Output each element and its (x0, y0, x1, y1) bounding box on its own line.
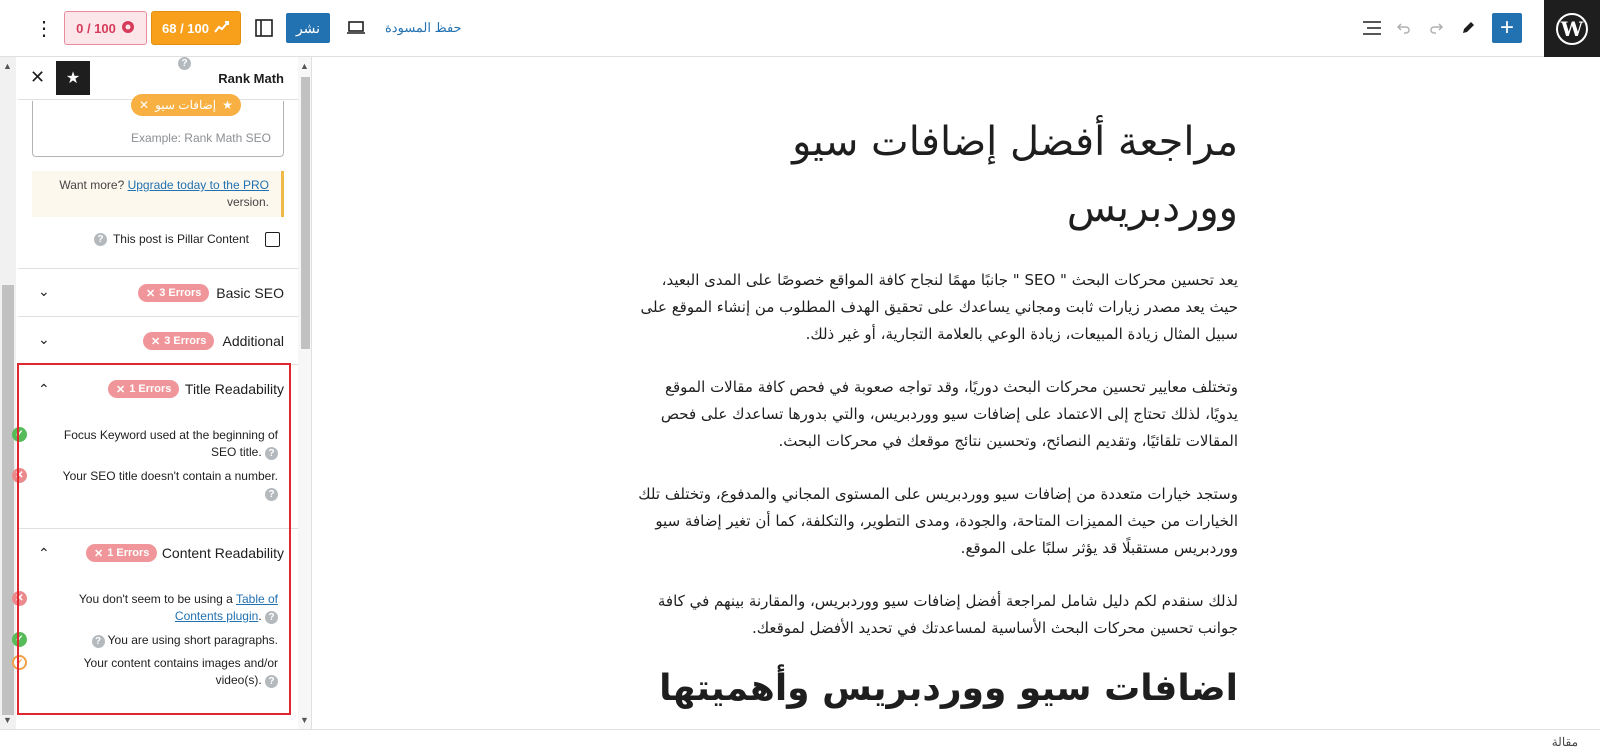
highlight-box (17, 363, 291, 715)
scroll-down-arrow-icon[interactable]: ▼ (3, 715, 12, 725)
error-x-icon: ✕ (151, 335, 161, 348)
error-count: 1 Errors (129, 383, 172, 395)
outer-scrollbar-thumb[interactable] (2, 285, 14, 715)
svg-text:W: W (1560, 16, 1584, 41)
breadcrumb-post-type[interactable]: مقالة (1551, 735, 1578, 749)
undo-icon[interactable] (1390, 14, 1418, 42)
editor-canvas (312, 57, 1600, 729)
check-text: Focus Keyword used at the beginning of SEO title. (63, 428, 278, 459)
content-ai-score-label: 0 / 100 (76, 20, 116, 36)
chevron-up-icon[interactable]: ⌃ (38, 545, 50, 561)
check-fail-icon: ✕ (12, 591, 27, 606)
settings-sidebar-icon[interactable] (250, 14, 278, 42)
help-icon[interactable]: ? (265, 675, 278, 688)
paragraph-block[interactable]: وستجد خيارات متعددة من إضافات سيو ووردبريس على المستوى المجاني والمدفوع، وتختلف تلك الخيارات من حيث المميزات المتاحة، والجودة، ومدى التطوير، والتكلفة، كما أن تغير إضافة سيو ووردبريس مستقبلًا قد يؤثر سلبًا على الموقع. (638, 485, 1238, 557)
check-pass-icon: ✓ (12, 632, 27, 647)
document-overview-icon[interactable] (1358, 14, 1386, 42)
add-block-button[interactable]: + (1492, 13, 1522, 43)
help-icon[interactable]: ? (178, 57, 191, 70)
check-pass-icon: ✓ (12, 427, 27, 442)
close-icon[interactable]: ✕ (30, 67, 46, 87)
section-header[interactable] (18, 269, 298, 317)
redo-icon[interactable] (1422, 14, 1450, 42)
error-count-badge (138, 284, 209, 302)
keyword-tag[interactable] (131, 94, 241, 116)
notice-suffix: version. (226, 195, 269, 209)
remove-tag-icon[interactable]: ✕ (139, 98, 150, 112)
status-bar (0, 729, 1600, 752)
save-draft-button[interactable]: حفظ المسودة (385, 20, 462, 35)
error-count-badge (143, 332, 214, 350)
check-text: Your content contains images and/or video(s). (83, 656, 278, 687)
error-count: 1 Errors (107, 547, 150, 559)
paragraph-block[interactable]: وتختلف معايير تحسين محركات البحث دوريًا، وقد تواجه صعوبة في فحص كافة مقالات الموقع يدويًا، لذلك تحتاج إلى الاعتماد على إضافات سيو ووردبريس، والتي بدورها تساعدك على فحص المقالات تلقائيًا، وتقديم النصائح، وتحسين نتائج موقعك في محركات البحث. (660, 378, 1238, 450)
content-ai-score-button[interactable] (64, 11, 147, 45)
error-x-icon: ✕ (146, 287, 156, 300)
editor-header (0, 0, 1600, 57)
check-text-prefix: You don't seem to be using a (78, 592, 236, 606)
heading-block[interactable]: اضافات سيو ووردبريس وأهميتها (659, 668, 1238, 709)
pillar-content-option (32, 229, 284, 249)
help-icon[interactable]: ? (265, 611, 278, 624)
check-text-suffix: . (258, 609, 262, 623)
help-icon[interactable]: ? (92, 635, 105, 648)
star-icon: ★ (222, 98, 233, 112)
paragraph-block[interactable]: لذلك سنقدم لكم دليل شامل لمراجعة أفضل إضافات سيو ووردبريس، والمقارنة بينهم في كافة جوانب تحسين محركات البحث الأساسية لمساعدتك في تحديد الأفضل لموقعك. (657, 592, 1238, 637)
section-title: Basic SEO (216, 285, 284, 301)
inner-scrollbar-thumb[interactable] (301, 77, 310, 349)
check-text: You are using short paragraphs. (107, 633, 278, 647)
section-title: Content Readability (161, 545, 284, 561)
section-header[interactable] (18, 317, 298, 365)
content-ai-icon (121, 20, 135, 37)
post-content (638, 101, 1238, 714)
help-icon[interactable]: ? (265, 488, 278, 501)
inner-scroll-up-arrow-icon[interactable]: ▲ (300, 61, 309, 71)
inner-scroll-down-arrow-icon[interactable]: ▼ (300, 715, 309, 725)
check-text: Your SEO title doesn't contain a number. (62, 469, 278, 483)
error-x-icon: ✕ (94, 547, 104, 560)
upgrade-link[interactable]: Upgrade today to the PRO (127, 178, 269, 192)
chevron-down-icon[interactable]: ⌄ (38, 331, 50, 347)
section-title: Title Readability (184, 381, 284, 397)
publish-button[interactable]: نشر (286, 13, 330, 43)
toc-plugin-link[interactable]: Table of Contents plugin (174, 592, 278, 623)
section-title: Additional (222, 333, 284, 349)
scroll-up-arrow-icon[interactable]: ▲ (3, 61, 12, 71)
check-fail-icon: ✕ (12, 468, 27, 483)
paragraph-block[interactable]: يعد تحسين محركات البحث " SEO " جانبًا مهمًا لنجاح كافة المواقع خصوصًا على المدى البعيد، حيث يعد مصدر زيارات ثابت ومجاني يساعدك على تحقيق الهدف المطلوب من إنشاء الموقع على سبيل المثال زيادة المبيعات، زيادة الوعي بالعلامة التجارية، أو غير ذلك. (640, 271, 1238, 343)
error-count: 3 Errors (164, 335, 207, 347)
section-basic-seo[interactable] (18, 268, 298, 316)
more-options-icon[interactable]: ⋮ (34, 17, 54, 40)
rank-math-seo-score-button[interactable] (151, 11, 241, 45)
help-icon[interactable]: ? (265, 447, 278, 460)
error-x-icon: ✕ (116, 383, 126, 396)
pillar-checkbox[interactable] (265, 232, 280, 247)
pencil-tools-icon[interactable] (1454, 14, 1482, 42)
preview-icon[interactable] (342, 14, 370, 42)
seo-score-label: 68 / 100 (162, 20, 209, 36)
upgrade-notice (32, 171, 284, 217)
keyword-placeholder: Example: Rank Math SEO (130, 131, 271, 145)
help-icon[interactable]: ? (94, 233, 107, 246)
error-count: 3 Errors (159, 287, 202, 299)
chevron-down-icon[interactable]: ⌄ (38, 283, 50, 299)
rank-math-icon (214, 21, 230, 36)
pillar-label: This post is Pillar Content (112, 232, 249, 246)
wordpress-logo-icon[interactable] (1544, 0, 1600, 57)
rank-math-sidebar (0, 57, 312, 729)
post-title[interactable]: مراجعة أفضل إضافات سيو ووردبريس (792, 119, 1238, 231)
section-additional[interactable] (18, 316, 298, 364)
chevron-up-icon[interactable]: ⌃ (38, 381, 50, 397)
star-icon[interactable]: ★ (56, 61, 90, 95)
sidebar-title: Rank Math (218, 71, 284, 86)
notice-prefix: Want more? (59, 178, 128, 192)
keyword-tag-label: إضافات سيو (155, 98, 217, 112)
check-warning-icon: ✓ (12, 655, 27, 670)
